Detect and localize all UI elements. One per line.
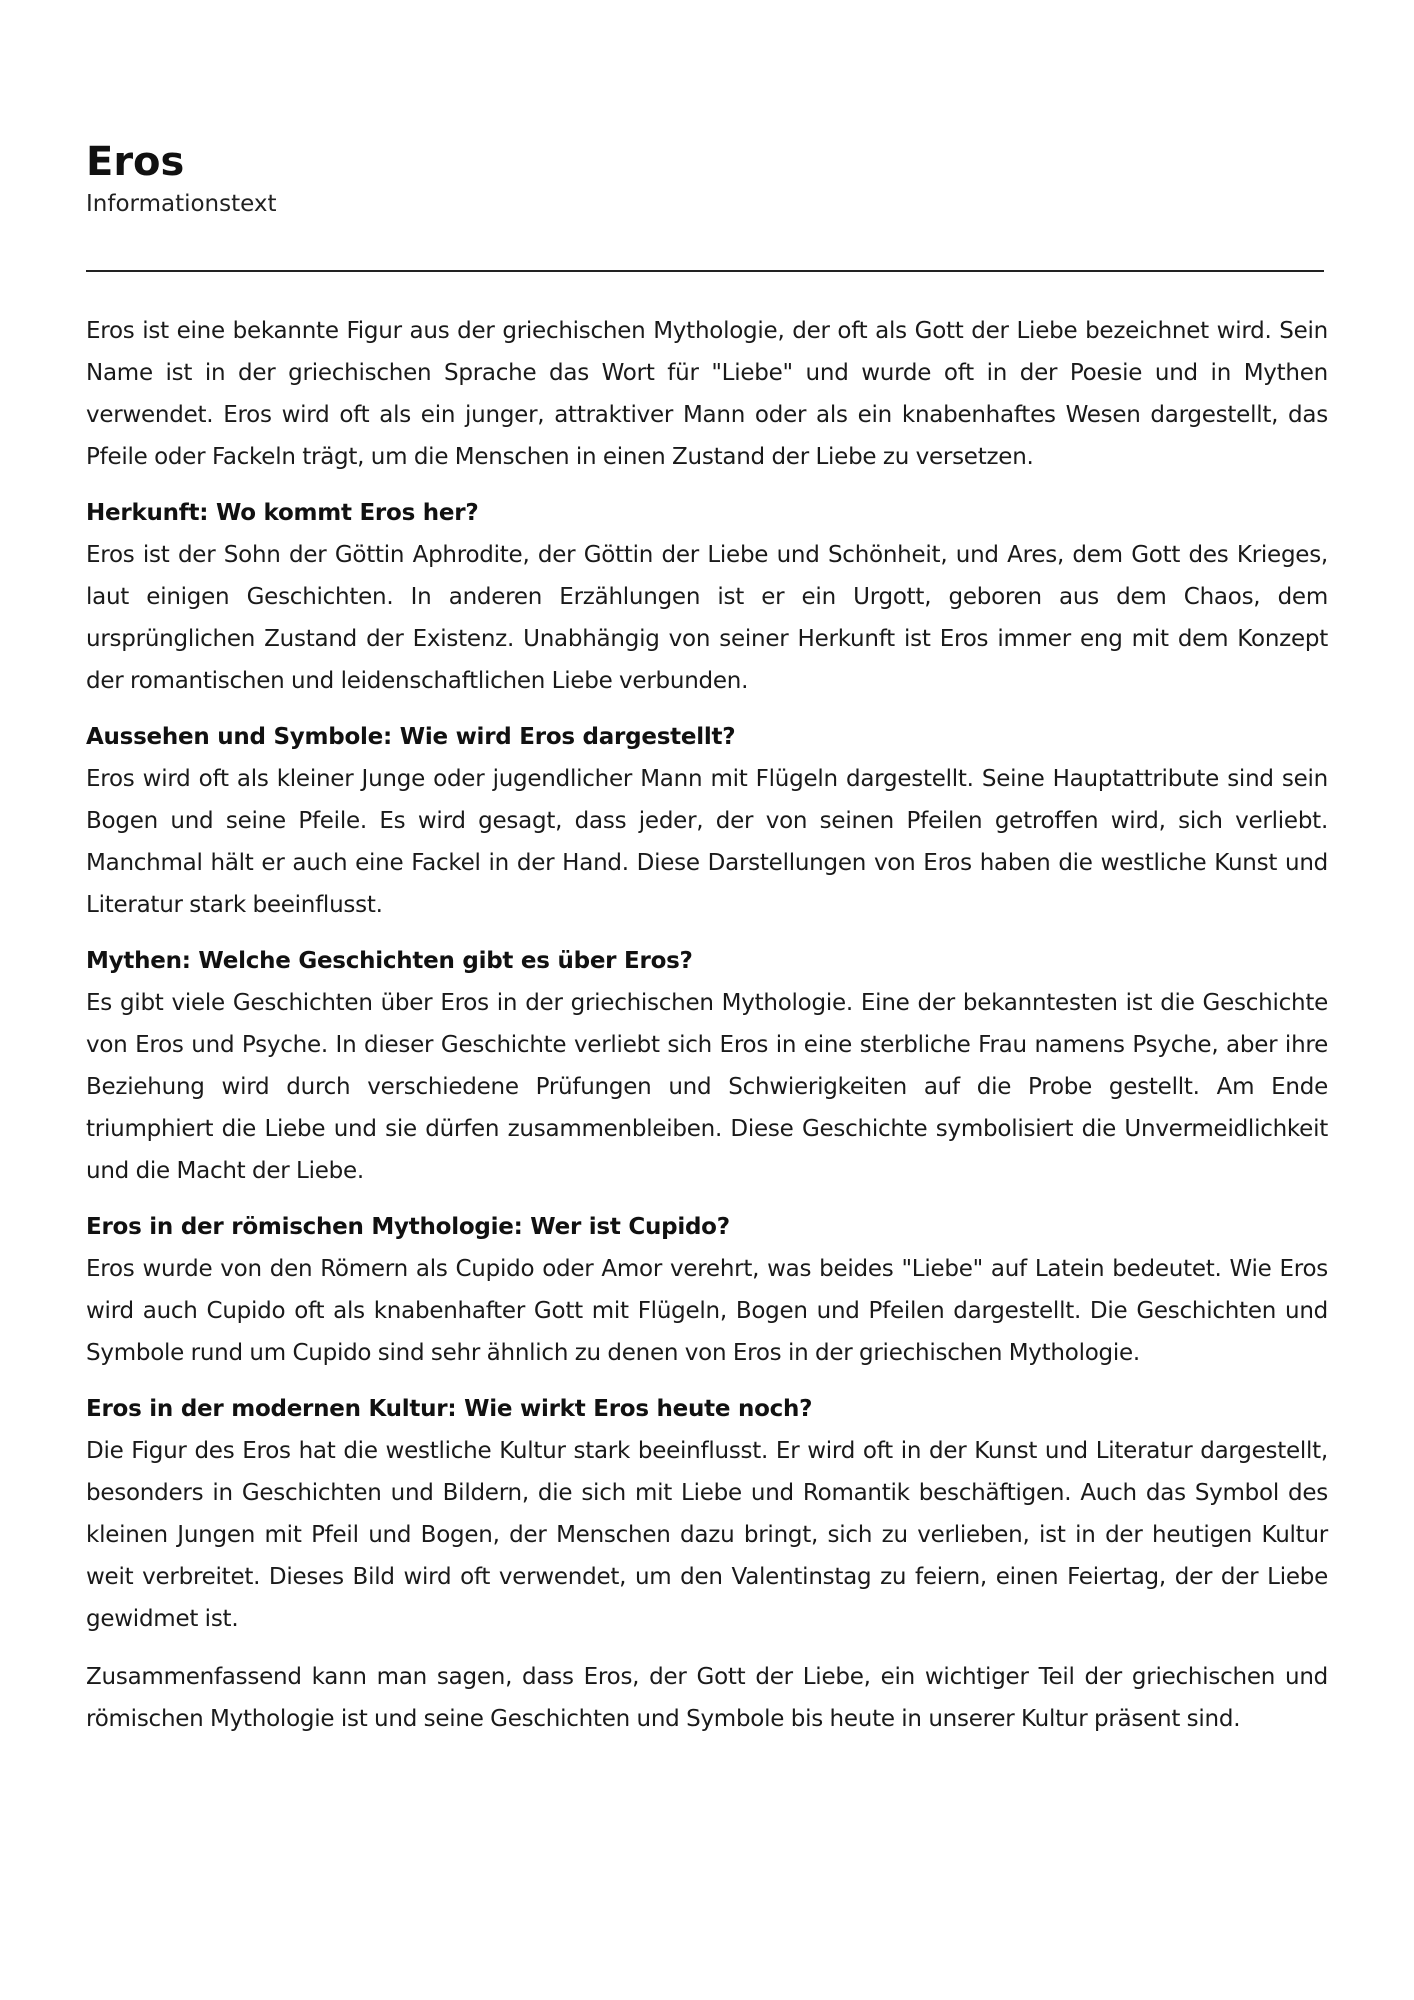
section-text-cupido: Eros wurde von den Römern als Cupido oder Amor verehrt, was beides "Liebe" auf Latein bedeutet. Wie Eros wird auch Cupido oft als knabenhafter Gott mit Flügeln, Bogen und Pfeilen dargestellt. Die Geschichten und Symbole rund um Cupido sind sehr ähnlich zu denen von Eros in der griechischen Mythologie. xyxy=(86,1256,1328,1366)
title-divider xyxy=(86,270,1324,272)
section-text-herkunft: Eros ist der Sohn der Göttin Aphrodite, der Göttin der Liebe und Schönheit, und Ares, dem Gott des Krieges, laut einigen Geschichten. In anderen Erzählungen ist er ein Urgott, geboren aus dem Chaos, dem ursprünglichen Zustand der Existenz. Unabhängig von seiner Herkunft ist Eros immer eng mit dem Konzept der romantischen und leidenschaftlichen Liebe verbunden. xyxy=(86,542,1328,694)
section-text-moderne-kultur: Die Figur des Eros hat die westliche Kultur stark beeinflusst. Er wird oft in der Kunst und Literatur dargestellt, besonders in Geschichten und Bildern, die sich mit Liebe und Romantik beschäftigen. Auch das Symbol des kleinen Jungen mit Pfeil und Bogen, der Menschen dazu bringt, sich zu verlieben, ist in der heutigen Kultur weit verbreitet. Dieses Bild wird oft verwendet, um den Valentinstag zu feiern, einen Feiertag, der der Liebe gewidmet ist. xyxy=(86,1438,1328,1632)
page-subtitle: Informationstext xyxy=(86,191,277,217)
page-title: Eros xyxy=(86,139,185,185)
section-text-mythen: Es gibt viele Geschichten über Eros in der griechischen Mythologie. Eine der bekanntesten ist die Geschichte von Eros und Psyche. In dieser Geschichte verliebt sich Eros in eine sterbliche Frau namens Psyche, aber ihre Beziehung wird durch verschiedene Prüfungen und Schwierigkeiten auf die Probe gestellt. Am Ende triumphiert die Liebe und sie dürfen zusammenbleiben. Diese Geschichte symbolisiert die Unvermeidlichkeit und die Macht der Liebe. xyxy=(86,990,1328,1184)
section-heading-cupido: Eros in der römischen Mythologie: Wer ist Cupido? xyxy=(86,1214,730,1240)
section-heading-mythen: Mythen: Welche Geschichten gibt es über Eros? xyxy=(86,948,693,974)
section-heading-moderne-kultur: Eros in der modernen Kultur: Wie wirkt Eros heute noch? xyxy=(86,1396,813,1422)
document-body xyxy=(86,310,1328,1740)
document-page xyxy=(86,0,1328,2000)
conclusion-paragraph: Zusammenfassend kann man sagen, dass Eros, der Gott der Liebe, ein wichtiger Teil der griechischen und römischen Mythologie ist und seine Geschichten und Symbole bis heute in unserer Kultur präsent sind. xyxy=(86,1664,1328,1732)
section-heading-herkunft: Herkunft: Wo kommt Eros her? xyxy=(86,500,479,526)
section-heading-aussehen: Aussehen und Symbole: Wie wird Eros dargestellt? xyxy=(86,724,736,750)
section-text-aussehen: Eros wird oft als kleiner Junge oder jugendlicher Mann mit Flügeln dargestellt. Seine Hauptattribute sind sein Bogen und seine Pfeile. Es wird gesagt, dass jeder, der von seinen Pfeilen getroffen wird, sich verliebt. Manchmal hält er auch eine Fackel in der Hand. Diese Darstellungen von Eros haben die westliche Kunst und Literatur stark beeinflusst. xyxy=(86,766,1328,918)
intro-paragraph: Eros ist eine bekannte Figur aus der griechischen Mythologie, der oft als Gott der Liebe bezeichnet wird. Sein Name ist in der griechischen Sprache das Wort für "Liebe" und wurde oft in der Poesie und in Mythen verwendet. Eros wird oft als ein junger, attraktiver Mann oder als ein knabenhaftes Wesen dargestellt, das Pfeile oder Fackeln trägt, um die Menschen in einen Zustand der Liebe zu versetzen. xyxy=(86,318,1328,470)
